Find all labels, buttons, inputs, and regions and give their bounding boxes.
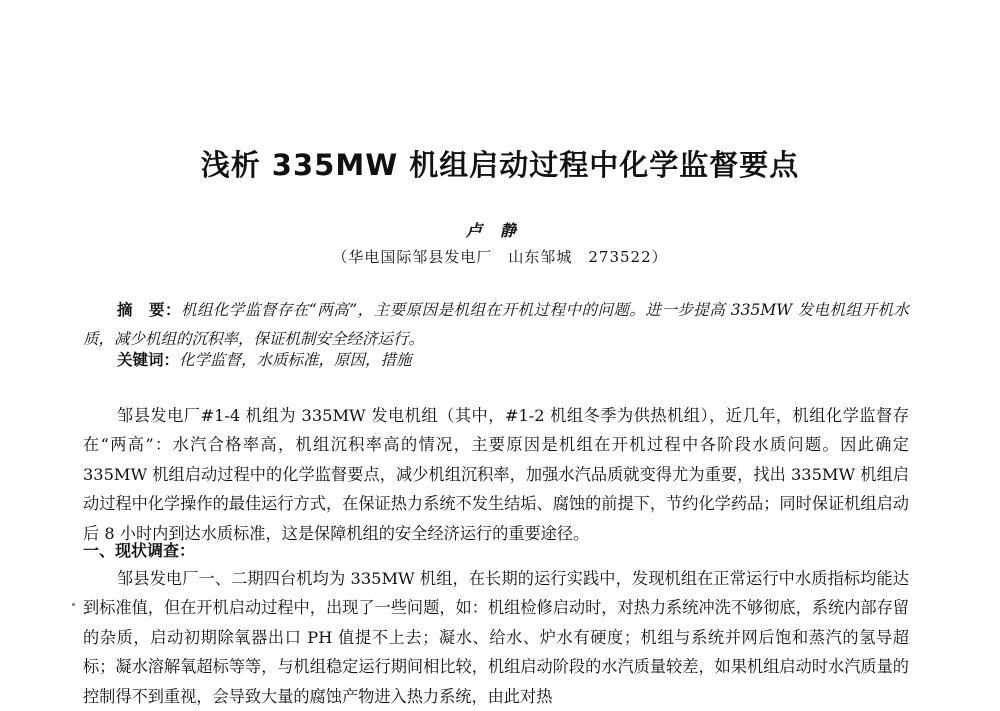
paper-title: 浅析 335MW 机组启动过程中化学监督要点 (200, 148, 800, 182)
abstract-text: 机组化学监督存在“两高”，主要原因是机组在开机过程中的问题。进一步提高 335MW 发电机组开机水质，减少机组的沉积率，保证机制安全经济运行。 (83, 301, 909, 348)
author-affiliation: （华电国际邹县发电厂 山东邹城 273522） (332, 248, 668, 266)
keywords-text: 化学监督，水质标准，原因，措施 (179, 351, 412, 369)
body-paragraph-2: 邹县发电厂一、二期四台机均为 335MW 机组，在长期的运行实践中，发现机组在正常运行中水质指标均能达到标准值，但在开机启动过程中，出现了一些问题，如：机组检修启动时，对热力系统冲洗不够彻底，系统内部存留的杂质，启动初期除氧器出口 PH 值提不上去；凝水、给水、炉水有硬度；机组与系统并网后饱和蒸汽的氢导超标；凝水溶解氧超标等等，与机组稳定运行期间相比较，机组启动阶段的水汽质量较差，如果机组启动时水汽质量的控制得不到重视，会导致大量的腐蚀产物进入热力系统，由此对热 (83, 569, 909, 706)
scan-speck (72, 603, 75, 606)
abstract-label: 摘 要： (117, 301, 181, 319)
author-name: 卢静 (465, 221, 534, 240)
section-heading: 一、现状调查： (83, 541, 196, 560)
body-paragraph-1: 邹县发电厂#1-4 机组为 335MW 发电机组（其中，#1-2 机组冬季为供热机组），近几年，机组化学监督存在“两高”：水汽合格率高，机组沉积率高的情况，主要原因是机组在开机过程中各阶段水质问题。因此确定 335MW 机组启动过程中的化学监督要点，减少机组沉积率，加强水汽品质就变得尤为重要，找出 335MW 机组启动过程中化学操作的最佳运行方式，在保证热力系统不发生结垢、腐蚀的前提下，节约化学药品；同时保证机组启动后 8 小时内到达水质标准，这是保障机组的安全经济运行的重要途径。 (83, 406, 909, 543)
keywords (117, 346, 412, 375)
keywords-label: 关键词： (117, 351, 180, 369)
